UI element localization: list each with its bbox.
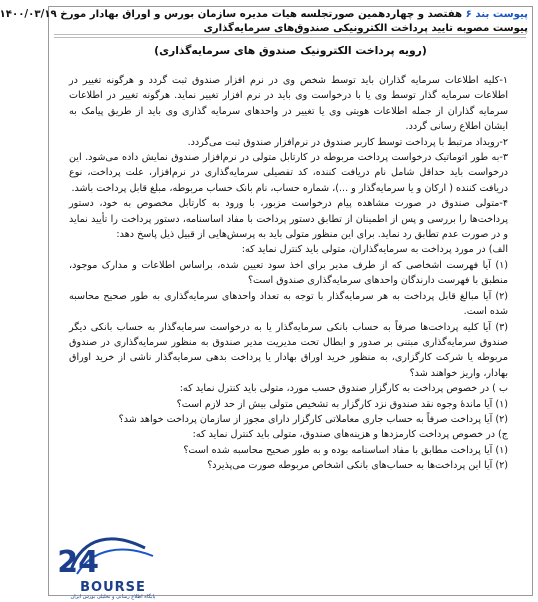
paragraph-4: ۴-متولی صندوق در صورت مشاهده پیام درخواست مزبور، با ورود به کارتابل مخصوص به خود، دستور پرداخت‌ها را بررسی و پس از اطمینان از تطابق دستور پرداخت با مفاد اساسنامه، دستور پرداخت را تأیید نماید و در صورت عدم تطابق رد نماید. برای این منظور متولی باید به پرسش‌هایی از قبیل ذیل پاسخ دهد:	[69, 198, 508, 241]
header-divider	[54, 34, 526, 35]
section-jim-item-1: (۱) آیا پرداخت مطابق با مفاد اساسنامه بوده و به طور صحیح محاسبه شده است؟	[183, 444, 508, 456]
document-body	[69, 73, 508, 474]
document-title: پیوست مصوبه تایید پرداخت الکترونیکی صندوق‌های سرمایه‌گذاری	[203, 23, 528, 34]
section-be-item-2: (۲) آیا پرداخت صرفاً به حساب جاری معاملاتی کارگزار دارای مجوز از سازمان پرداخت خواهد شد؟	[118, 413, 508, 425]
document-header	[0, 8, 528, 22]
document-subtitle: (رویه پرداخت الکترونیک صندوق های سرمایه‌گذاری)	[154, 44, 427, 57]
paragraph-3: ۳-به طور اتوماتیک درخواست پرداخت مربوطه در کارتابل متولی در نرم‌افزار صندوق نمایش داده می‌شود. این درخواست باید حداقل شامل نام دریافت کننده، کد تفصیلی سرمایه‌گذاری در نرم‌افزار، علت پرداخت، نوع دریافت کننده ( ارکان و یا سرمایه‌گذار و ...)، شماره حساب، نام بانک حساب مربوطه، مبلغ قابل پرداخت باشد.	[69, 152, 508, 194]
paragraph-2: ۲-رویداد مرتبط با پرداخت توسط کاربر صندوق در نرم‌افزار صندوق ثبت می‌گردد.	[187, 136, 508, 148]
section-alef-item-2: (۲) آیا مبالغ قابل پرداخت به هر سرمایه‌گذار با توجه به تعداد واحدهای سرمایه‌گذاری به طور صحیح محاسبه شده است.	[69, 290, 508, 318]
section-be-item-1: (۱) آیا ماندۀ وجوه نقد صندوق نزد کارگزار به تشخیص متولی بیش از حد لازم است؟	[176, 398, 508, 410]
section-alef-item-3: (۳) آیا کلیه پرداخت‌ها صرفاً به حساب بانکی سرمایه‌گذار یا به درخواست سرمایه‌گذار به حساب بانکی دیگر صندوق سرمایه‌گذاری مبتنی بر صدور و ابطال تحت مدیریت مدیر صندوق به منظور سرمایه‌گذاری در صندوق مربوطه یا شرکت کارگزاری، به منظور خرید اوراق بهادار یا پرداخت بدهی سرمایه‌گذار ناشی از خرید اوراق بهادار، واریز خواهند شد؟	[69, 321, 508, 379]
bourse24-emblem-icon	[53, 530, 173, 582]
header-divider-second	[54, 37, 526, 38]
section-jim-item-2: (۲) آیا این پرداخت‌ها به حساب‌های بانکی اشخاص مربوطه صورت می‌پذیرد؟	[207, 460, 508, 472]
header-label: پیوست بند ۶	[465, 9, 528, 20]
logo-wordmark: BOURSE	[80, 580, 146, 595]
logo-tagline: پایگاه اطلاع رسانی و تحلیلی بورس ایران	[70, 594, 156, 600]
section-alef-item-1: (۱) آیا فهرست اشخاصی که از طرف مدیر برای اخذ سود تعیین شده، براساس اطلاعات و مدارک موجود، منطبق با فهرست دارندگان واحدهای سرمایه‌گذاری صندوق است؟	[69, 259, 508, 287]
document-page	[0, 6, 533, 600]
bourse24-logo	[53, 530, 173, 602]
paragraph-1: ۱-کلیه اطلاعات سرمایه گذاران باید توسط شخص وی در نرم افزار صندوق ثبت گردد و هرگونه تغییر در اطلاعات سرمایه گذار توسط وی یا با درخواست وی باید در نرم افزار تغییر نماید. هرگونه تغییر در اطلاعات سرمایه گذاران از جمله اطلاعات هویتی وی یا تغییر در واحدهای سرمایه گذاری وی باید از طریق پیامک به ایشان اطلاع رسانی گردد.	[69, 75, 508, 133]
header-meeting-text: هفتصد و چهاردهمین صورتجلسه هیات مدیره سازمان بورس و اوراق بهادار مورخ ۱۴۰۰/۰۳/۱۹	[0, 9, 463, 20]
section-jim: ج) در خصوص پرداخت کارمزدها و هزینه‌های صندوق، متولی باید کنترل نماید که:	[192, 429, 508, 441]
svg-text:24: 24	[57, 545, 99, 580]
section-be: ب ) در خصوص پرداخت به کارگزار صندوق حسب مورد، متولی باید کنترل نماید که:	[179, 383, 508, 395]
section-alef: الف) در مورد پرداخت به سرمایه‌گذاران، متولی باید کنترل نماید که:	[241, 244, 508, 256]
